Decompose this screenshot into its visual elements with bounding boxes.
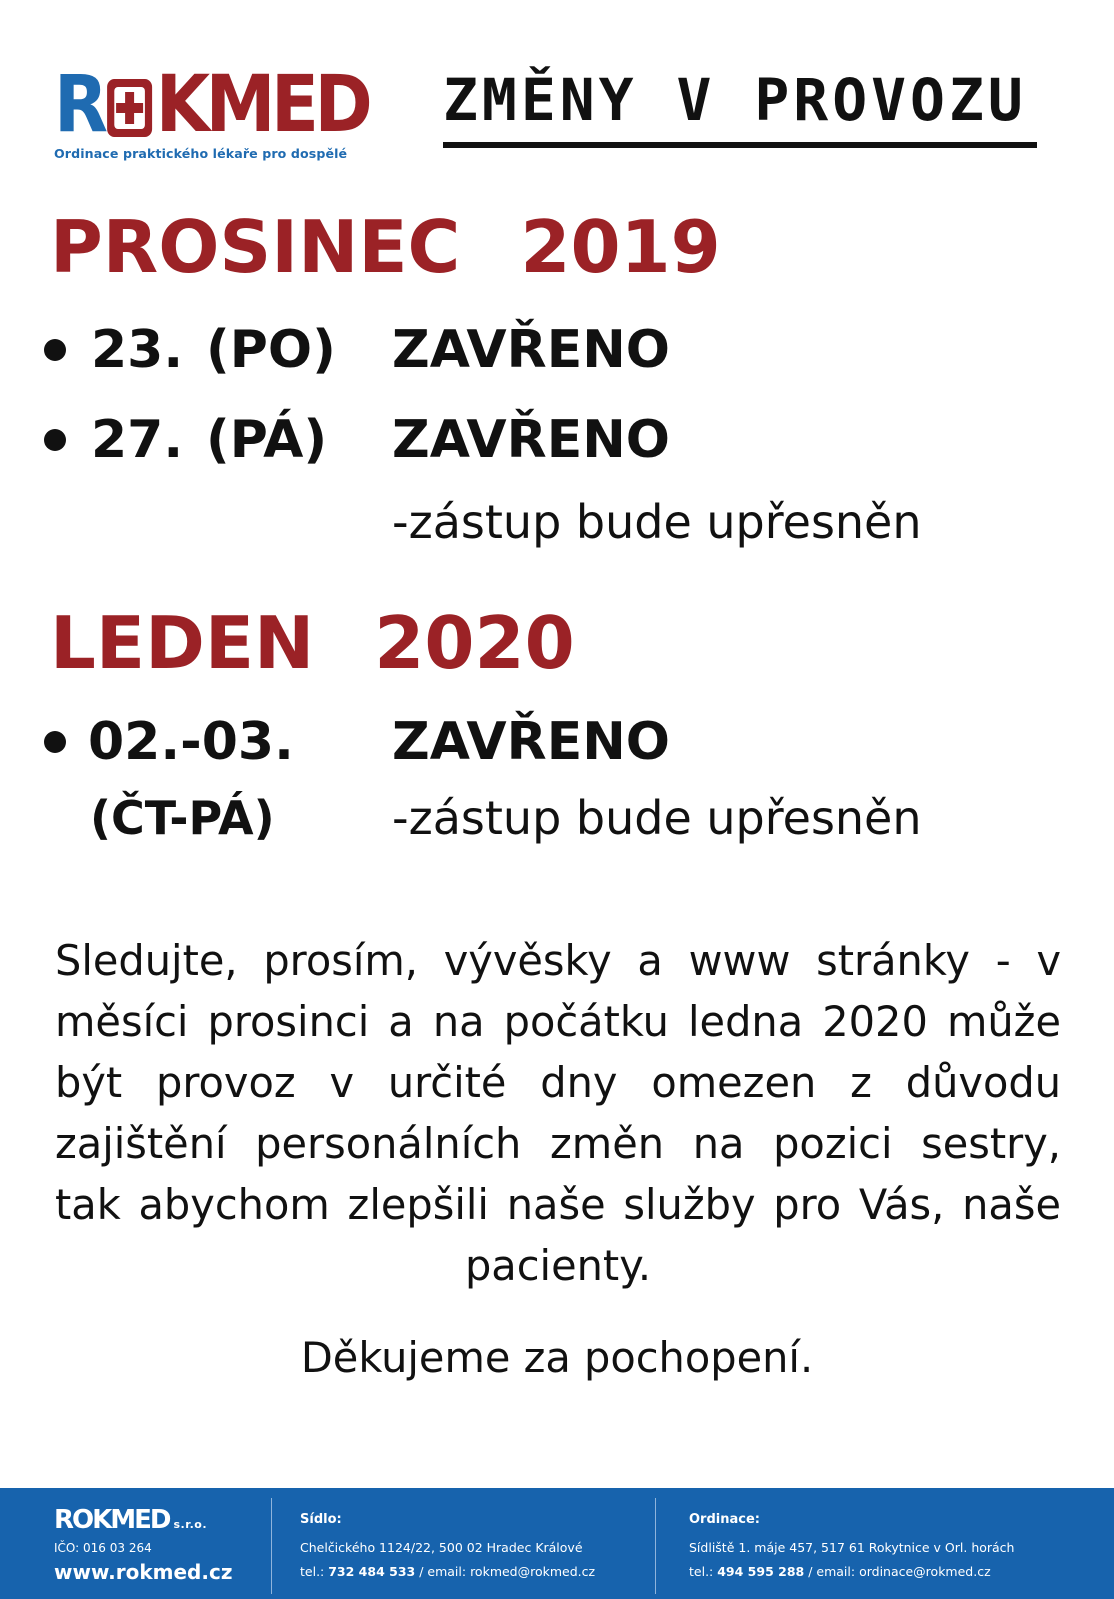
month-heading-december [50,207,721,287]
footer-office-email[interactable]: ordinace@rokmed.cz [859,1564,991,1579]
footer [0,1488,1114,1599]
footer-brand: ROKMED [54,1505,170,1535]
entry-day: 23. [91,320,184,380]
logo-letter-r: R [54,60,104,150]
month-name: PROSINEC [50,205,461,289]
medical-cross-icon [104,74,156,136]
thanks-text: Děkujeme za pochopení. [300,1333,814,1382]
entry-status: ZAVŘENO [392,320,670,380]
email-label: / email: [419,1564,467,1579]
entry-status: ZAVŘENO [392,712,670,772]
entry-note: -zástup bude upřesněn [392,495,922,549]
entry-note: -zástup bude upřesněn [392,791,922,845]
bullet-dot [44,429,66,451]
month-year: 2020 [374,601,575,685]
footer-divider [655,1498,656,1594]
footer-ico: IČO: 016 03 264 [54,1541,152,1555]
entry-weekday: (ČT-PÁ) [90,791,275,845]
month-heading-january [50,603,575,683]
entry-weekday: (PO) [206,320,336,380]
entry-day: 02.-03. [88,712,294,772]
rokmed-logo [54,60,369,166]
footer-seat-email[interactable]: rokmed@rokmed.cz [470,1564,596,1579]
tel-label: tel.: [689,1564,714,1579]
footer-seat-address: Chelčického 1124/22, 500 02 Hradec Králové [300,1540,583,1555]
footer-office-address: Sídliště 1. máje 457, 517 61 Rokytnice v Orl. horách [689,1540,1015,1555]
notice-paragraph: Sledujte, prosím, vývěsky a www stránky - v měsíci prosinci a na počátku ledna 2020 může být provoz v určité dny omezen z důvodu zajištění personálních změn na pozici sestry, tak abychom zlepšili naše služby pro Vás, naše pacienty. [55,936,1061,1290]
footer-office-heading: Ordinace: [689,1512,760,1527]
month-year: 2019 [520,205,721,289]
footer-seat-phone[interactable]: 732 484 533 [328,1564,416,1579]
email-label: / email: [808,1564,856,1579]
entry-day: 27. [91,410,184,470]
footer-seat-contact [300,1564,595,1579]
footer-brand-suffix: s.r.o. [173,1518,207,1531]
footer-website-link[interactable]: www.rokmed.cz [54,1560,233,1584]
logo-letters-kmed: KMED [155,60,369,150]
footer-office-phone[interactable]: 494 595 288 [717,1564,805,1579]
entry-weekday: (PÁ) [206,410,328,470]
footer-divider [271,1498,272,1594]
page-title: ZMĚNY V PROVOZU [443,66,1037,148]
footer-seat-heading: Sídlo: [300,1512,342,1527]
footer-logo [54,1506,207,1539]
bullet-dot [44,339,66,361]
month-name: LEDEN [50,601,315,685]
logo-subtitle: Ordinace praktického lékaře pro dospělé [54,146,348,161]
logo-wordmark [54,60,369,150]
footer-office-contact [689,1564,991,1579]
bullet-dot [44,731,66,753]
entry-status: ZAVŘENO [392,410,670,470]
tel-label: tel.: [300,1564,325,1579]
